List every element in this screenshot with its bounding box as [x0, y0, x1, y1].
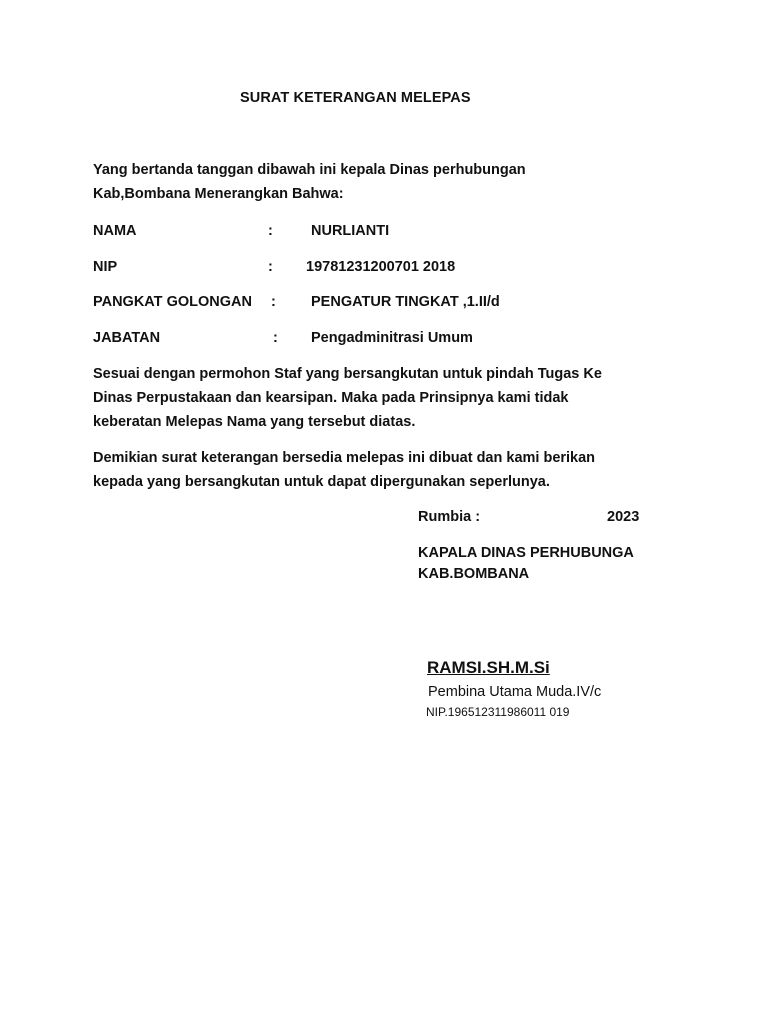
field-colon: : [268, 223, 273, 239]
field-colon: : [271, 294, 276, 310]
closing-paragraph [93, 446, 673, 494]
closing-line: kepada yang bersangkutan untuk dapat dipergunakan seperlunya. [93, 474, 550, 490]
field-colon: : [273, 330, 278, 346]
letter-title: SURAT KETERANGAN MELEPAS [240, 90, 471, 106]
signature-office: KAPALA DINAS PERHUBUNGA [418, 545, 634, 561]
field-value: PENGATUR TINGKAT ,1.II/d [311, 294, 500, 310]
field-label: NIP [93, 259, 118, 275]
field-value: Pengadminitrasi Umum [311, 330, 473, 346]
body-line: Sesuai dengan permohon Staf yang bersangkutan untuk pindah Tugas Ke [93, 366, 602, 382]
signer-rank: Pembina Utama Muda.IV/c [428, 684, 602, 700]
field-colon: : [268, 259, 273, 275]
intro-line: Yang bertanda tanggan dibawah ini kepala Dinas perhubungan [93, 162, 526, 178]
signature-year: 2023 [607, 509, 640, 525]
body-line: keberatan Melepas Nama yang tersebut diatas. [93, 414, 416, 430]
signature-office-region: KAB.BOMBANA [418, 566, 530, 582]
field-label: PANGKAT GOLONGAN [93, 294, 252, 310]
field-value: 19781231200701 2018 [306, 259, 456, 275]
field-label: NAMA [93, 223, 137, 239]
signature-place: Rumbia : [418, 509, 481, 525]
body-paragraph [93, 362, 673, 434]
field-value: NURLIANTI [311, 223, 390, 239]
intro-line: Kab,Bombana Menerangkan Bahwa: [93, 186, 344, 202]
signer-nip: NIP.196512311986011 019 [426, 705, 570, 719]
intro-paragraph [93, 158, 673, 206]
closing-line: Demikian surat keterangan bersedia melepas ini dibuat dan kami berikan [93, 450, 596, 466]
field-label: JABATAN [93, 330, 161, 346]
body-line: Dinas Perpustakaan dan kearsipan. Maka pada Prinsipnya kami tidak [93, 390, 569, 406]
signer-name: RAMSI.SH.M.Si [427, 658, 550, 677]
